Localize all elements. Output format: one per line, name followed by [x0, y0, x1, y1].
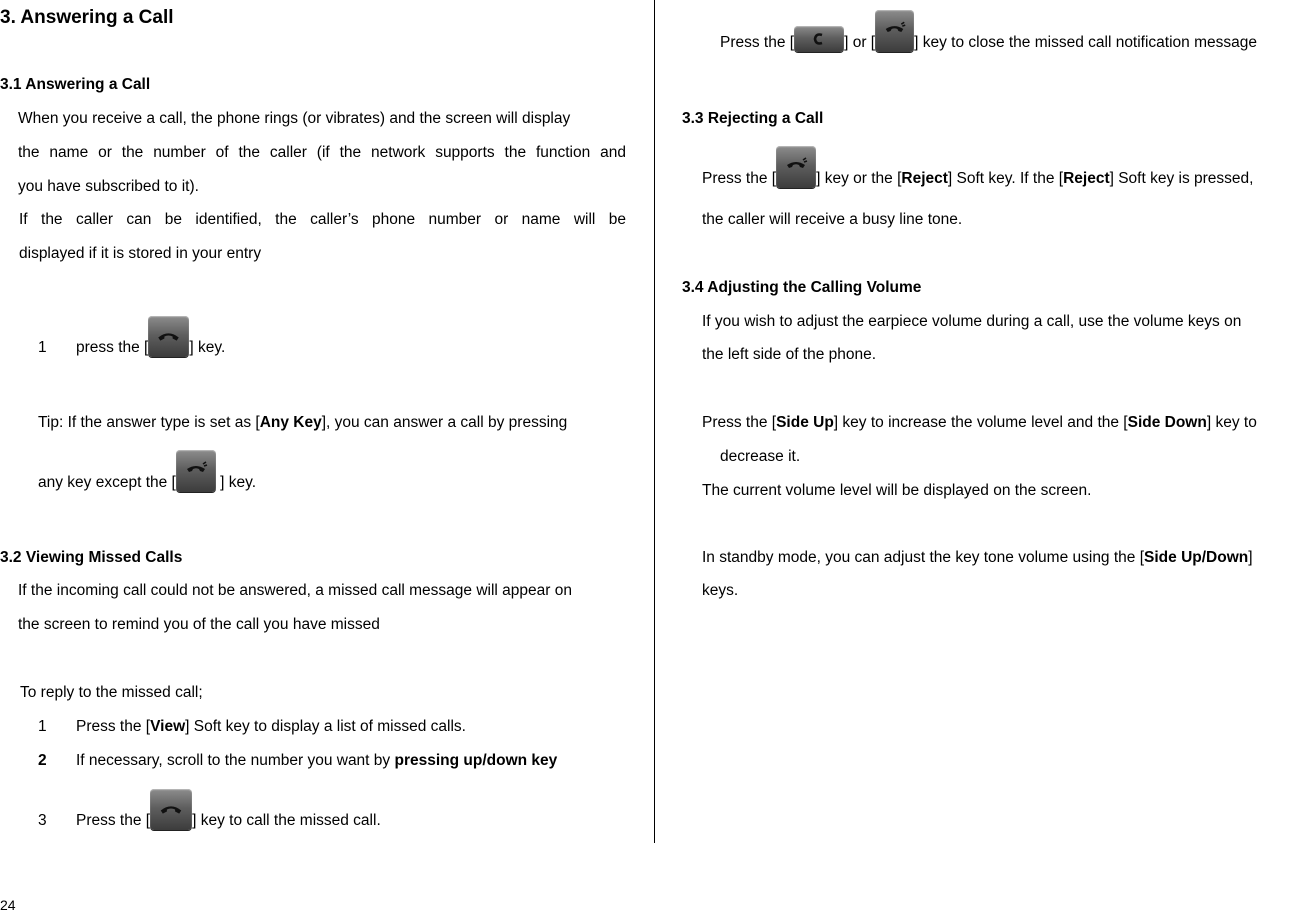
send-call-key-icon [148, 316, 189, 357]
missed-step-3: 3 Press the [ ] key to call the missed call. [38, 789, 381, 830]
s33-line2: the caller will receive a busy line tone. [702, 211, 963, 228]
s31-para1-line2: the name or the number of the caller (if the network supports the function and [18, 144, 626, 161]
s34-para1-line2: the left side of the phone. [702, 346, 877, 363]
s31-para1-line3: you have subscribed to it). [18, 178, 199, 195]
close-notification-line: Press the [ ] or [ ] key to close the missed call notification message [720, 10, 1257, 52]
end-call-key-icon [776, 146, 816, 188]
s34-para2-line2: decrease it. [720, 448, 801, 465]
s32-para1-line1: If the incoming call could not be answered, a missed call message will appear on [18, 582, 572, 599]
s32-para1-line2: the screen to remind you of the call you have missed [18, 616, 380, 633]
column-divider [654, 0, 655, 843]
reply-intro: To reply to the missed call; [20, 684, 203, 701]
s34-para2-line1: Press the [Side Up] key to increase the volume level and the [Side Down] key to [702, 414, 1257, 431]
section-3-1-heading: 3.1 Answering a Call [0, 76, 151, 93]
missed-step-2: 2 If necessary, scroll to the number you want by pressing up/down key [38, 752, 558, 769]
section-3-2-heading: 3.2 Viewing Missed Calls [0, 549, 183, 566]
chapter-title: 3. Answering a Call [0, 7, 174, 28]
clear-c-key-icon [794, 26, 844, 52]
tip-line1: Tip: If the answer type is set as [Any Key], you can answer a call by pressing [38, 414, 568, 431]
s31-para2-line1: If the caller can be identified, the caller’s phone number or name will be [19, 211, 626, 228]
section-3-4-heading: 3.4 Adjusting the Calling Volume [682, 279, 922, 296]
s34-para1-line1: If you wish to adjust the earpiece volume during a call, use the volume keys on [702, 313, 1242, 330]
s31-para1-line1: When you receive a call, the phone rings (or vibrates) and the screen will display [18, 110, 571, 127]
end-call-key-icon [875, 10, 914, 52]
end-call-key-icon [176, 450, 216, 492]
section-3-3-heading: 3.3 Rejecting a Call [682, 110, 824, 127]
s34-para4-line2: keys. [702, 582, 739, 599]
missed-step-1: 1 Press the [View] Soft key to display a list of missed calls. [38, 718, 466, 735]
s31-para2-line2: displayed if it is stored in your entry [19, 245, 262, 262]
s34-para4-line1: In standby mode, you can adjust the key tone volume using the [Side Up/Down] [702, 549, 1253, 566]
s33-line1: Press the [ ] key or the [Reject] Soft key. If the [Reject] Soft key is pressed, [702, 146, 1253, 188]
tip-line2: any key except the [ ] key. [38, 450, 256, 492]
page-number: 24 [0, 897, 16, 913]
s31-step1: 1 press the [ ] key. [38, 316, 225, 357]
step-number: 1 [38, 339, 47, 356]
s34-para3: The current volume level will be displayed on the screen. [702, 482, 1092, 499]
send-call-key-icon [150, 789, 192, 830]
